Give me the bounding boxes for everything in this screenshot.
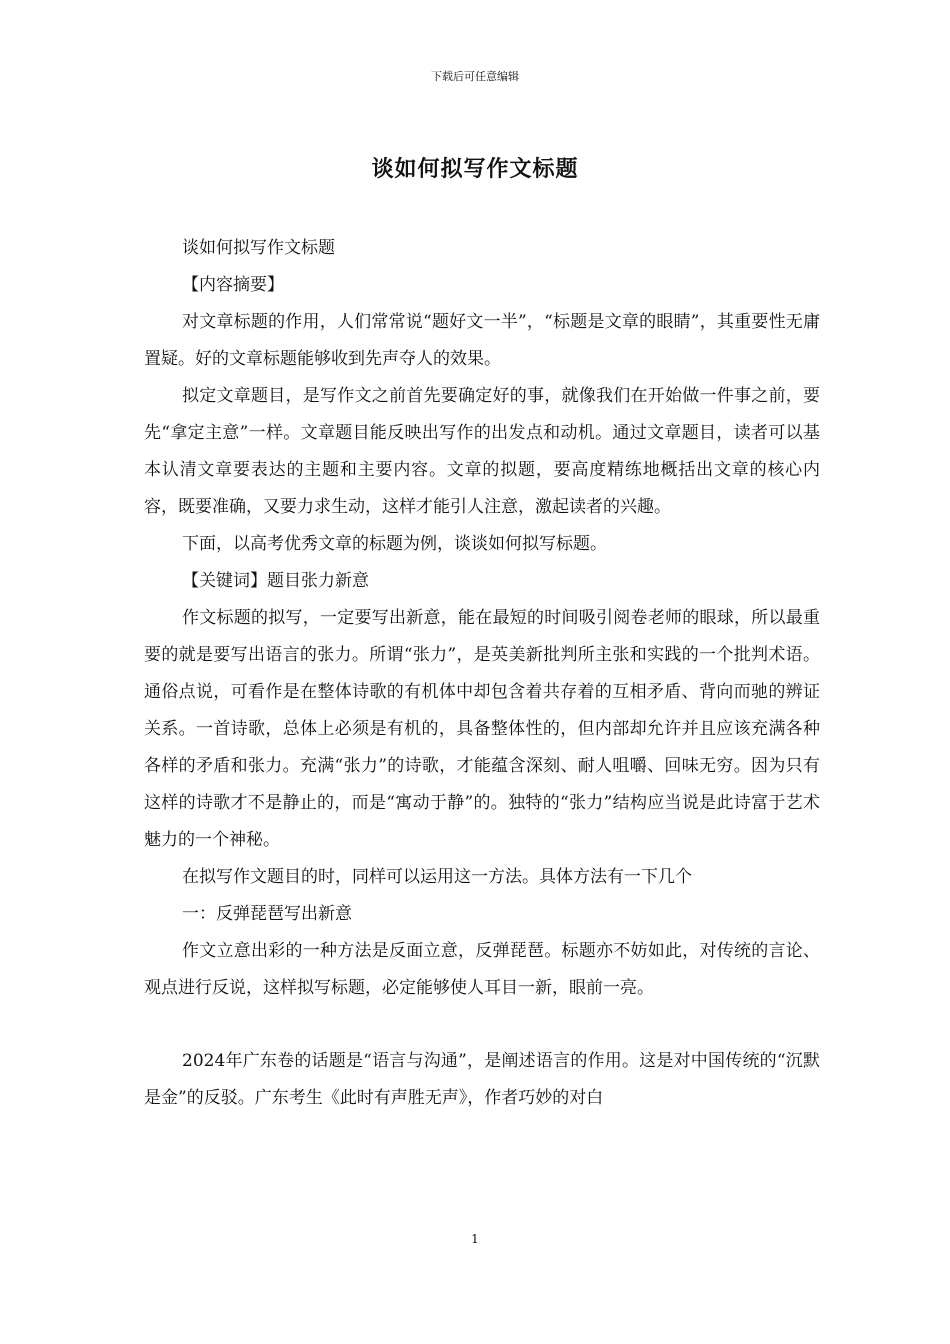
document-title: 谈如何拟写作文标题 bbox=[371, 156, 579, 182]
page-header: 下载后可任意编辑 bbox=[431, 70, 519, 83]
paragraph: 【内容摘要】 bbox=[182, 275, 284, 295]
paragraph: 作文立意出彩的一种方法是反面立意，反弹琵琶。标题亦不妨如此，对传统的言论、观点进行反说，这样拟写标题，必定能够使人耳目一新，眼前一亮。 bbox=[144, 941, 820, 998]
page-number: 1 bbox=[471, 1232, 479, 1246]
paragraph-gap bbox=[144, 1007, 820, 1043]
paragraph: 2024年广东卷的话题是“语言与沟通”，是阐述语言的作用。这是对中国传统的“沉默是金”的反驳。广东考生《此时有声胜无声》，作者巧妙的对白 bbox=[144, 1051, 820, 1108]
paragraph: 在拟写作文题目的时，同样可以运用这一方法。具体方法有一下几个 bbox=[182, 867, 692, 887]
paragraph: 谈如何拟写作文标题 bbox=[182, 238, 335, 258]
paragraph: 作文标题的拟写，一定要写出新意，能在最短的时间吸引阅卷老师的眼球，所以最重要的就是要写出语言的张力。所谓“张力”，是英美新批判所主张和实践的一个批判术语。通俗点说，可看作是在整体诗歌的有机体中却包含着共存着的互相矛盾、背向而驰的辨证关系。一首诗歌，总体上必须是有机的，具备整体性的，但内部却允许并且应该充满各种各样的矛盾和张力。充满“张力”的诗歌，才能蕴含深刻、耐人咀嚼、回味无穷。因为只有这样的诗歌才不是静止的，而是“寓动于静”的。独特的“张力”结构应当说是此诗富于艺术魅力的一个神秘。 bbox=[144, 608, 820, 850]
paragraph: 下面，以高考优秀文章的标题为例，谈谈如何拟写标题。 bbox=[182, 534, 607, 554]
document-body bbox=[144, 230, 820, 1117]
paragraph: 【关键词】题目张力新意 bbox=[182, 571, 369, 591]
paragraph: 一：反弹琵琶写出新意 bbox=[182, 904, 352, 924]
paragraph: 对文章标题的作用，人们常常说“题好文一半”，“标题是文章的眼睛”，其重要性无庸置疑。好的文章标题能够收到先声夺人的效果。 bbox=[144, 312, 820, 369]
paragraph: 拟定文章题目，是写作文之前首先要确定好的事，就像我们在开始做一件事之前，要先“拿定主意”一样。文章题目能反映出写作的出发点和动机。通过文章题目，读者可以基本认清文章要表达的主题和主要内容。文章的拟题，要高度精练地概括出文章的核心内容，既要准确，又要力求生动，这样才能引人注意，激起读者的兴趣。 bbox=[144, 386, 820, 517]
